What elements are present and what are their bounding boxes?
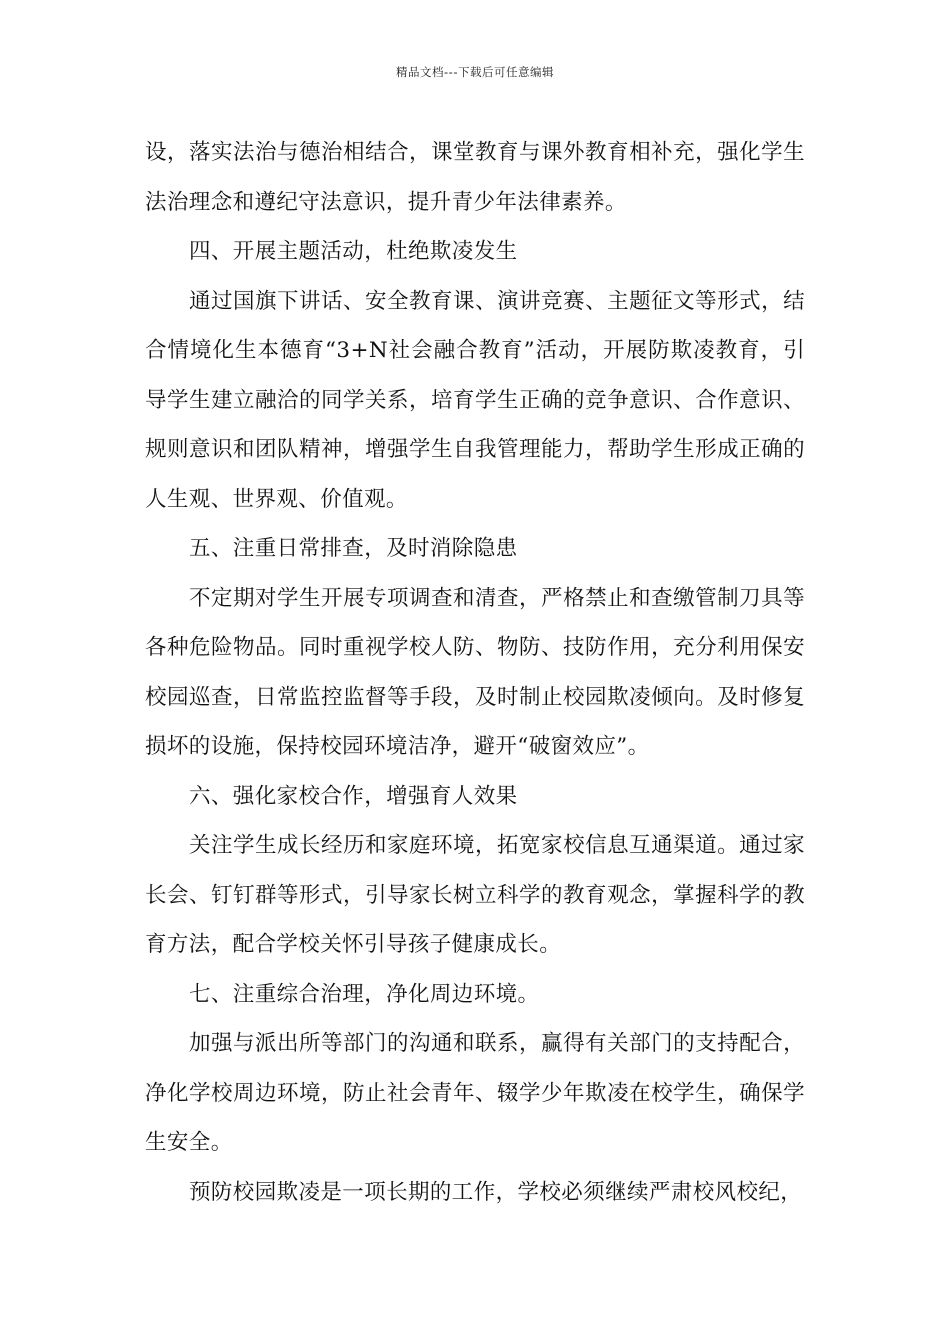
page-header: 精品文档---下载后可任意编辑 bbox=[396, 65, 554, 79]
paragraph-theme-activities: 通过国旗下讲话、安全教育课、演讲竞赛、主题征文等形式，结合情境化生本德育“3+N社会融合教育”活动，开展防欺凌教育，引导学生建立融洽的同学关系，培育学生正确的竞争意识、合作意识、规则意识和团队精神，增强学生自我管理能力，帮助学生形成正确的人生观、世界观、价值观。 bbox=[145, 288, 805, 512]
paragraph-home-school: 关注学生成长经历和家庭环境，拓宽家校信息互通渠道。通过家长会、钉钉群等形式，引导家长树立科学的教育观念，掌握科学的教育方法，配合学校关怀引导孩子健康成长。 bbox=[145, 833, 805, 957]
paragraph-comprehensive-governance: 加强与派出所等部门的沟通和联系，赢得有关部门的支持配合，净化学校周边环境，防止社会青年、辍学少年欺凌在校学生，确保学生安全。 bbox=[145, 1031, 805, 1155]
section-heading-6: 六、强化家校合作，增强育人效果 bbox=[189, 783, 518, 809]
paragraph-continuation: 设，落实法治与德治相结合，课堂教育与课外教育相补充，强化学生法治理念和遵纪守法意识，提升青少年法律素养。 bbox=[145, 140, 805, 215]
document-body bbox=[145, 128, 805, 1217]
paragraph-conclusion: 预防校园欺凌是一项长期的工作，学校必须继续严肃校风校纪， bbox=[189, 1179, 803, 1205]
section-heading-5: 五、注重日常排查，及时消除隐患 bbox=[189, 536, 518, 561]
paragraph-daily-inspection: 不定期对学生开展专项调查和清查，严格禁止和查缴管制刀具等各种危险物品。同时重视学校人防、物防、技防作用，充分利用保安校园巡查，日常监控监督等手段，及时制止校园欺凌倾向。及时修复损坏的设施，保持校园环境洁净，避开“破窗效应”。 bbox=[145, 585, 805, 759]
section-heading-7: 七、注重综合治理，净化周边环境。 bbox=[189, 981, 540, 1007]
section-heading-4: 四、开展主题活动，杜绝欺凌发生 bbox=[189, 239, 518, 264]
